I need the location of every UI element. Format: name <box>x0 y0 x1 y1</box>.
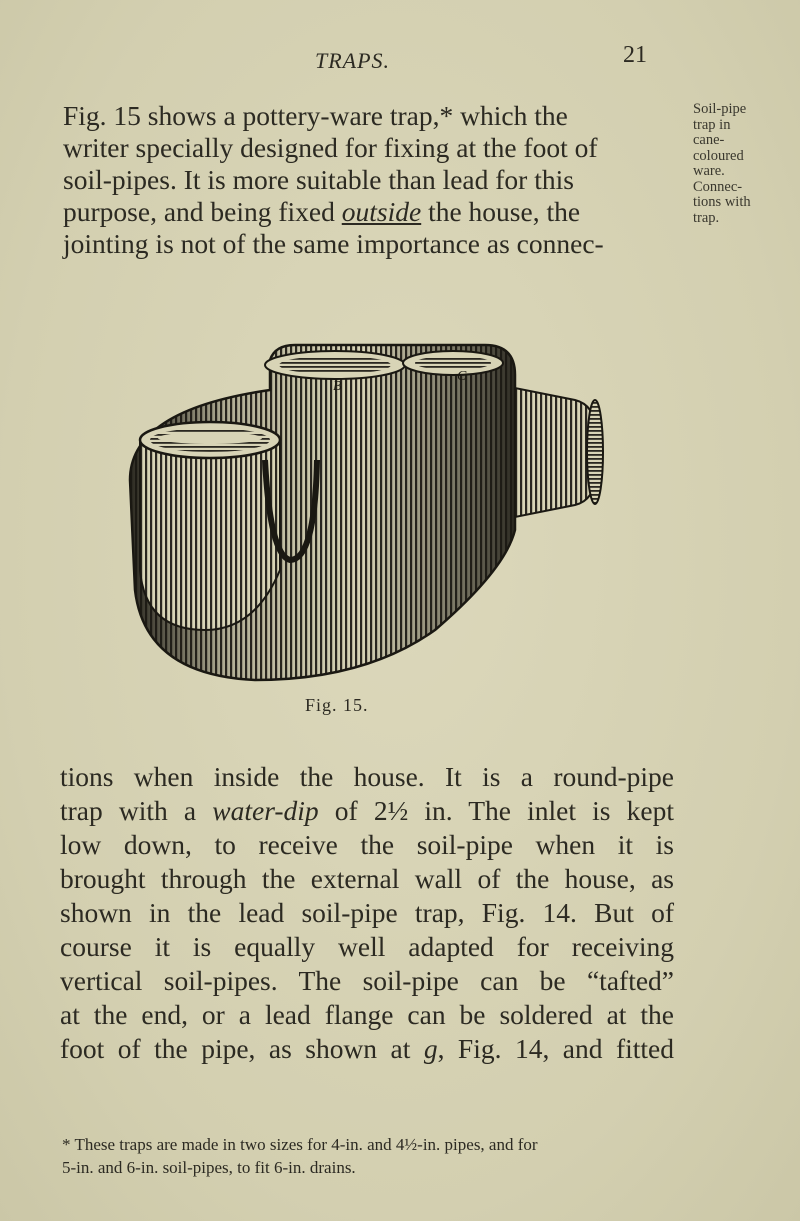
text-line: brought through the external wall of the house, as <box>60 863 674 894</box>
text-line: shown in the lead soil-pipe trap, Fig. 14. But of <box>60 897 674 928</box>
margin-note-line: ware. <box>693 163 725 179</box>
text-line: course it is equally well adapted for receiving <box>60 931 674 962</box>
text-line: jointing is not of the same importance as connec- <box>63 228 604 259</box>
margin-note-line: Soil-pipe <box>693 101 747 117</box>
text-run: purpose, and being fixed <box>63 196 342 227</box>
text-line: vertical soil-pipes. The soil-pipe can be “tafted” <box>60 965 674 996</box>
footnote-line: 5-in. and 6-in. soil-pipes, to fit 6-in. drains. <box>62 1158 356 1177</box>
pottery-trap-illustration <box>105 330 605 690</box>
emphasis-outside: outside <box>341 196 422 227</box>
text-line <box>60 1032 674 1066</box>
text-run: , Fig. 14, and fitted <box>437 1033 674 1064</box>
running-title: TRAPS. <box>315 48 391 73</box>
text-line: low down, to receive the soil-pipe when it is <box>60 829 674 860</box>
footnote-line: * These traps are made in two sizes for 4-in. and 4½-in. pipes, and for <box>62 1135 538 1154</box>
margin-note-line: tions with <box>693 194 751 210</box>
margin-note-line: trap in <box>693 116 731 133</box>
emphasis-g: g <box>423 1033 438 1064</box>
paragraph-intro <box>63 100 688 260</box>
label-b: B <box>333 379 342 394</box>
text-line: writer specially designed for fixing at the foot of <box>63 132 598 163</box>
text-run: the house, the <box>421 196 581 227</box>
margin-note-line: coloured <box>693 147 744 164</box>
text-line <box>60 794 674 828</box>
footnote <box>62 1133 672 1179</box>
text-run: foot of the pipe, as shown at <box>60 1033 424 1064</box>
text-line: soil-pipes. It is more suitable than lead for this <box>63 164 574 195</box>
margin-note <box>693 102 793 226</box>
margin-note-line: trap. <box>693 209 720 226</box>
margin-note-line: Connec- <box>693 178 743 195</box>
text-line: Fig. 15 shows a pottery-ware trap,* which the <box>63 100 568 131</box>
inlet-socket <box>140 440 280 630</box>
text-line <box>63 196 688 228</box>
figure-caption: Fig. 15. <box>305 695 369 715</box>
text-run: trap with a <box>60 795 213 826</box>
label-c: C <box>457 369 467 384</box>
emphasis-water-dip: water-dip <box>212 795 319 826</box>
text-line: at the end, or a lead flange can be soldered at the <box>60 999 674 1030</box>
paragraph-continued <box>60 760 674 1066</box>
text-line: tions when inside the house. It is a round-pipe <box>60 761 674 792</box>
margin-note-line: cane- <box>693 132 725 148</box>
page-number: 21 <box>623 42 647 68</box>
text-run: of 2½ in. The inlet is kept <box>318 795 674 826</box>
